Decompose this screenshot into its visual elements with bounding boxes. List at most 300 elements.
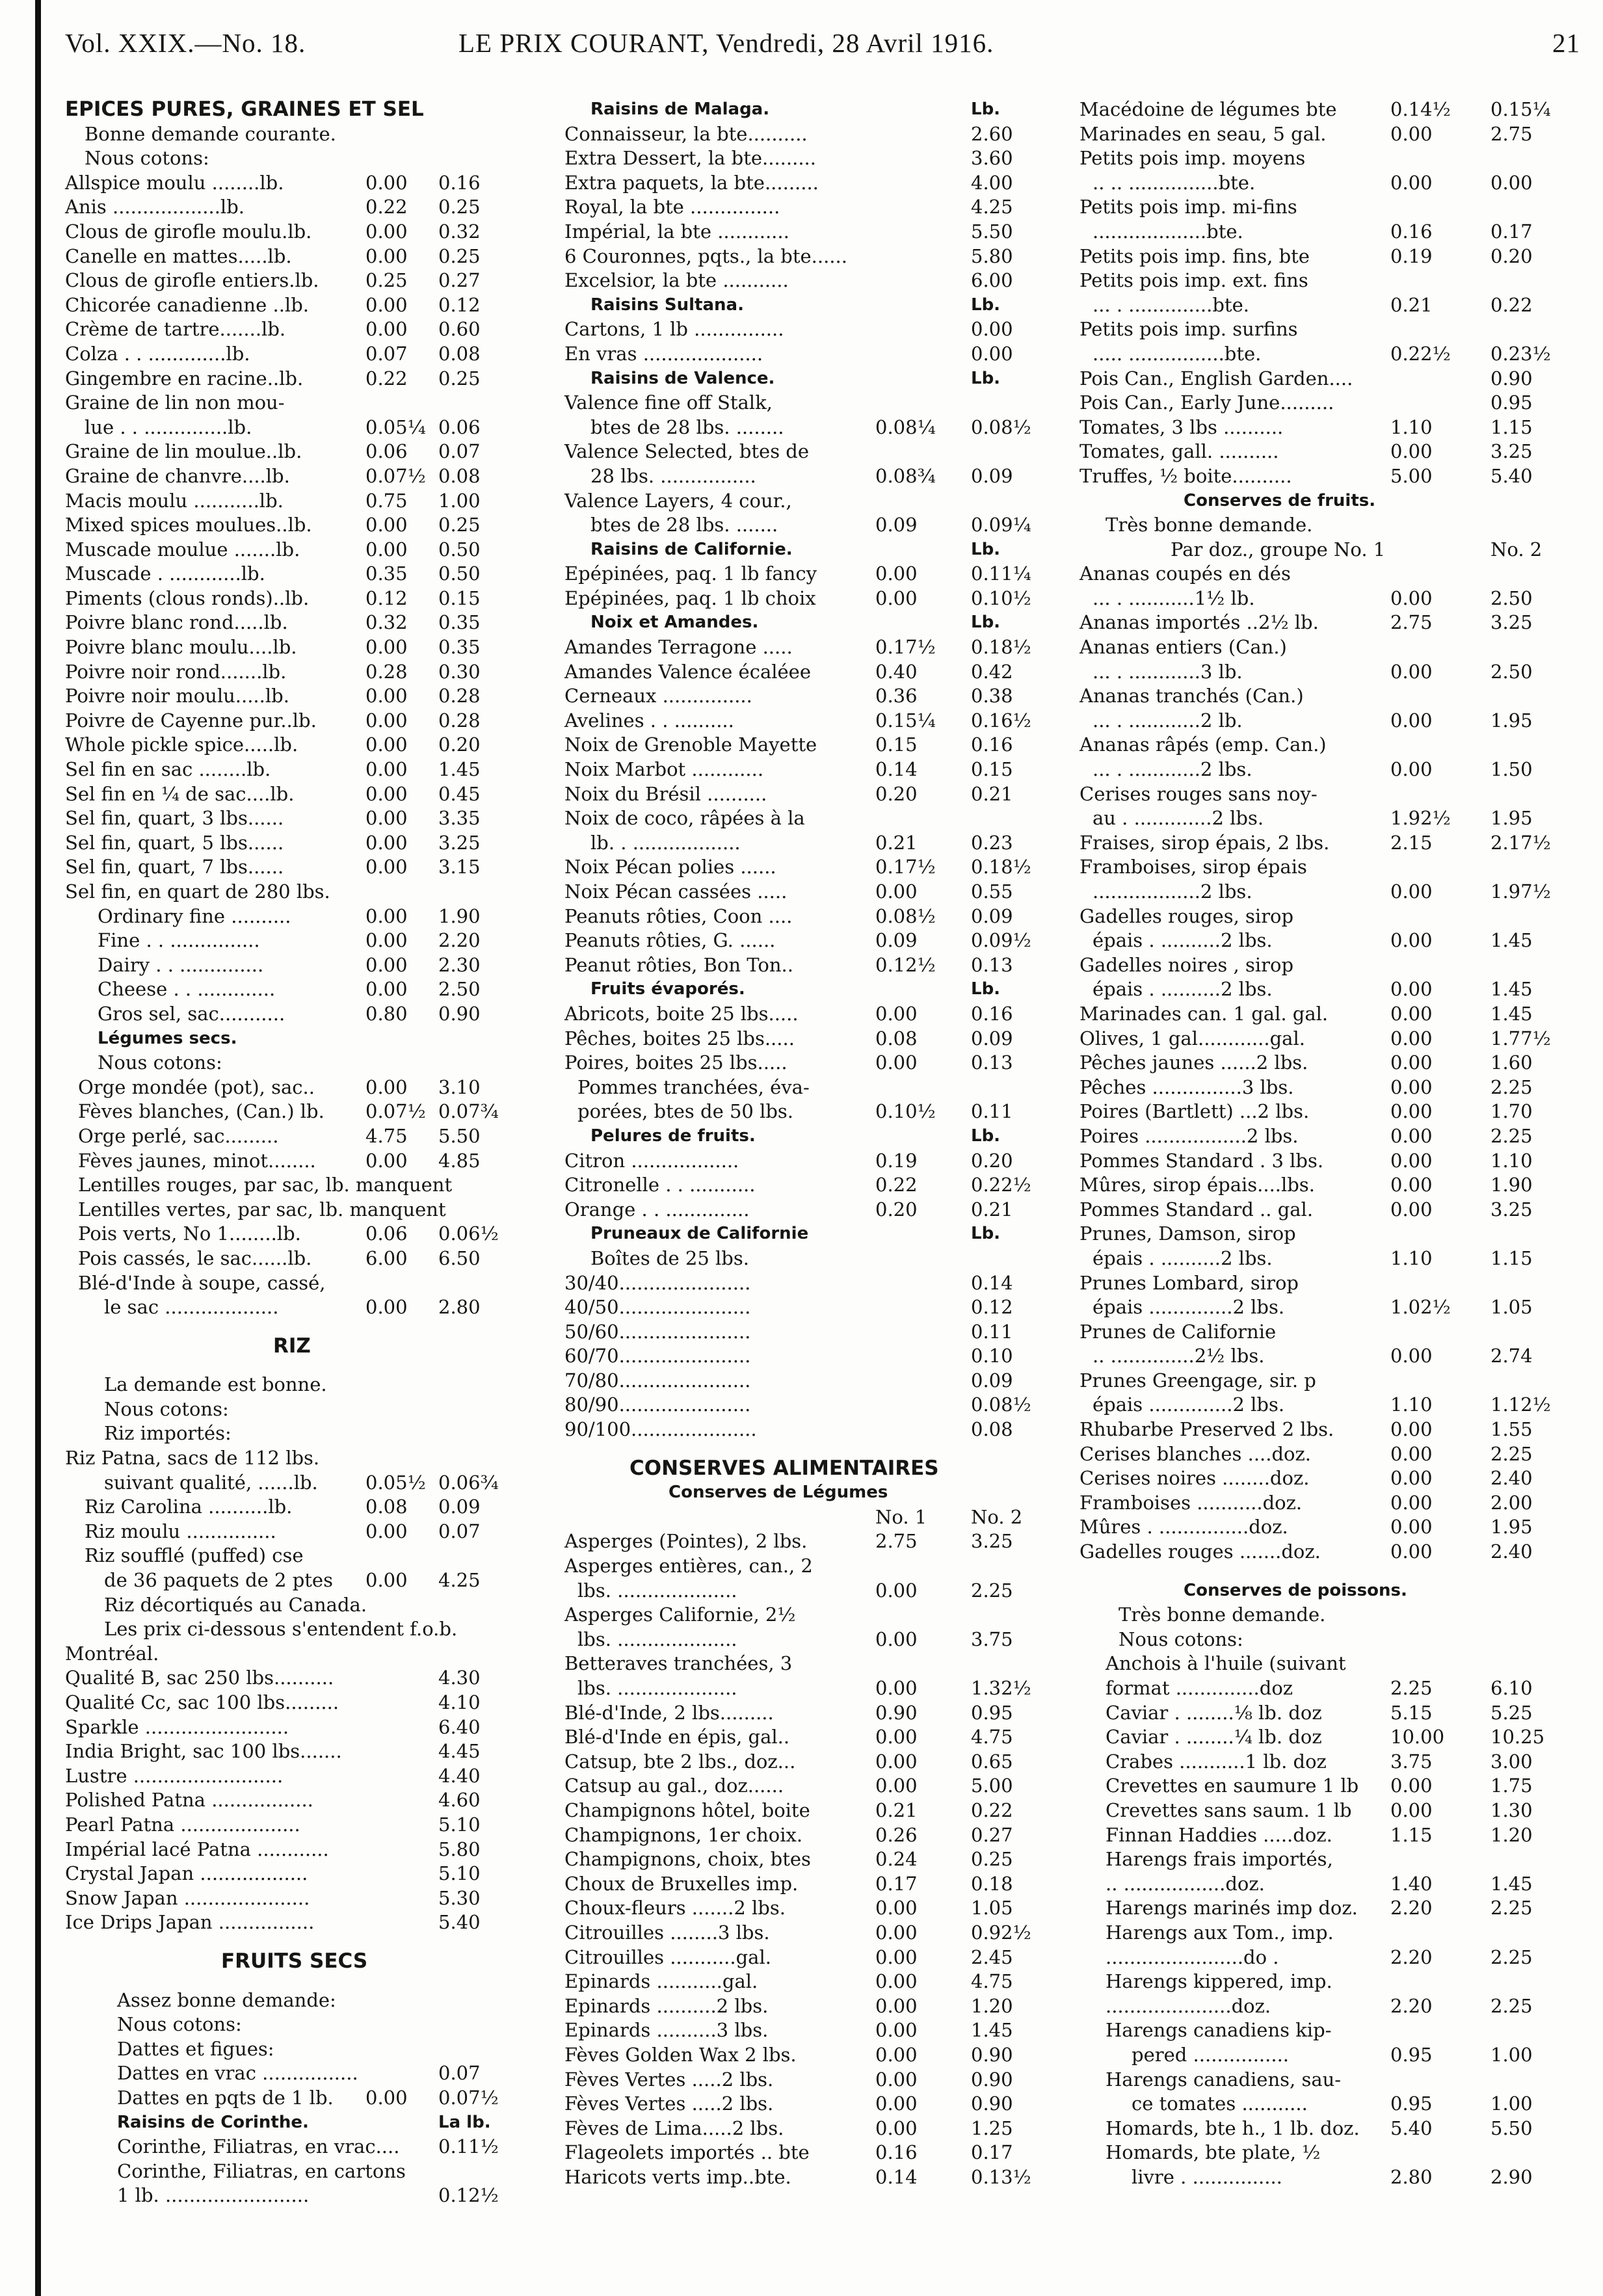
price-max: 0.28 <box>438 685 481 707</box>
price-max: 3.00 <box>1490 1750 1533 1773</box>
price-max: 1.45 <box>1490 929 1533 952</box>
item-label: Corinthe, Filiatras, en vrac.... <box>117 2135 400 2158</box>
price-max: 0.00 <box>1490 171 1533 194</box>
price-row <box>564 1823 1042 1848</box>
price-max: 2.25 <box>971 1579 1013 1602</box>
price-max: 0.50 <box>438 538 481 561</box>
price-row <box>1080 1774 1564 1799</box>
price-row <box>1080 1994 1564 2019</box>
price-min: 0.22 <box>365 196 408 218</box>
price-min: 0.36 <box>875 685 918 707</box>
item-label: Anchois à l'huile (suivant <box>1106 1652 1346 1675</box>
price-row <box>65 1198 507 1222</box>
price-max: 0.16½ <box>971 709 1031 732</box>
price-max: 0.18½ <box>971 636 1031 659</box>
item-label: Tomates, gall. .......... <box>1080 440 1279 463</box>
price-min: 0.00 <box>1390 122 1433 145</box>
item-label: Conserves de fruits. <box>1184 490 1376 510</box>
item-label: Petits pois imp. mi-fins <box>1080 196 1297 218</box>
price-min: 0.00 <box>365 1149 408 1172</box>
price-min: 0.24 <box>875 1848 918 1871</box>
item-label: Ice Drips Japan ................ <box>65 1911 315 1934</box>
price-row <box>564 660 1042 685</box>
price-row <box>564 1652 1042 1676</box>
price-min: 0.06 <box>365 440 408 463</box>
price-max: 1.97½ <box>1490 880 1551 903</box>
price-max: 4.25 <box>971 196 1013 218</box>
price-row <box>1080 1320 1564 1345</box>
price-max: 0.08½ <box>971 1393 1031 1416</box>
subsection-heading <box>564 293 1042 318</box>
subsection-heading <box>564 98 1042 122</box>
price-row <box>1080 1051 1564 1075</box>
price-min: 2.15 <box>1390 831 1433 854</box>
price-row <box>65 2061 507 2086</box>
section-heading <box>564 1457 1042 1481</box>
price-row <box>1080 1271 1564 1296</box>
price-row <box>65 1593 507 1618</box>
price-row <box>65 953 507 978</box>
price-max: 0.08 <box>971 1418 1013 1441</box>
item-label: Noix Pécan cassées ..... <box>564 880 788 903</box>
price-row <box>1080 1946 1564 1970</box>
price-max: 1.05 <box>1490 1296 1533 1319</box>
item-label: Pommes tranchées, éva- <box>577 1075 810 1098</box>
item-label: Noix Pécan polies ...... <box>564 856 776 878</box>
item-label: Crystal Japan .................. <box>65 1862 308 1885</box>
item-label: Riz Patna, sacs de 112 lbs. <box>65 1447 320 1470</box>
price-max: La lb. <box>438 2112 491 2132</box>
item-label: ...................bte. <box>1093 220 1243 243</box>
price-row <box>65 806 507 831</box>
price-min: 1.92½ <box>1390 807 1451 830</box>
price-max: 2.00 <box>1490 1491 1533 1514</box>
price-row <box>564 1872 1042 1897</box>
price-row <box>564 855 1042 880</box>
subsection-heading <box>65 1027 507 1051</box>
price-row <box>1080 416 1564 440</box>
price-row <box>65 880 507 904</box>
price-min: 0.00 <box>365 807 408 830</box>
price-min: 0.00 <box>1390 758 1433 781</box>
price-min: 0.00 <box>1390 1075 1433 1098</box>
price-min: 0.00 <box>365 514 408 536</box>
item-label: suivant qualité, ......lb. <box>104 1471 318 1494</box>
item-label: Whole pickle spice.....lb. <box>65 733 298 756</box>
price-row <box>564 2117 1042 2141</box>
price-min: 0.14 <box>875 758 918 781</box>
price-row <box>1080 244 1564 269</box>
item-label: Riz décortiqués au Canada. <box>104 1593 367 1616</box>
price-max: 0.14 <box>971 1271 1013 1294</box>
price-max: 1.10 <box>1490 1149 1533 1172</box>
price-max: 0.09 <box>971 904 1013 927</box>
price-max: 0.09 <box>971 1027 1013 1049</box>
price-row <box>564 1579 1042 1603</box>
price-row <box>1080 855 1564 880</box>
item-label: Blé-d'Inde en épis, gal.. <box>564 1726 790 1748</box>
price-row <box>65 367 507 391</box>
price-max: 0.13½ <box>971 2165 1031 2188</box>
item-label: Poivre noir moulu.....lb. <box>65 685 289 707</box>
item-label: Poivre de Cayenne pur..lb. <box>65 709 317 732</box>
subsection-heading <box>564 611 1042 635</box>
price-row <box>65 464 507 489</box>
item-label: Ananas coupés en dés <box>1080 562 1291 585</box>
price-max: 0.25 <box>438 244 481 267</box>
price-max: 4.30 <box>438 1667 481 1689</box>
item-label: India Bright, sac 100 lbs....... <box>65 1740 342 1763</box>
price-row <box>1080 1295 1564 1320</box>
item-label: Corinthe, Filiatras, en cartons <box>117 2159 406 2182</box>
price-max: 0.16 <box>438 171 481 194</box>
item-label: Extra Dessert, la bte......... <box>564 147 816 170</box>
price-max: 6.50 <box>438 1247 481 1269</box>
price-min: 0.08 <box>365 1496 408 1518</box>
price-min: 0.00 <box>1390 1418 1433 1441</box>
price-max: 3.25 <box>971 1530 1013 1553</box>
price-row <box>564 1603 1042 1628</box>
price-row <box>564 1529 1042 1554</box>
price-max: 5.80 <box>971 244 1013 267</box>
item-label: Cerises blanches ....doz. <box>1080 1442 1312 1465</box>
item-label: pered ................ <box>1132 2043 1290 2066</box>
price-row <box>1080 782 1564 807</box>
item-label: Fèves Golden Wax 2 lbs. <box>564 2043 797 2066</box>
item-label: au . .............2 lbs. <box>1093 807 1264 830</box>
price-row <box>1080 1701 1564 1726</box>
price-row <box>65 1862 507 1886</box>
item-label: Riz Carolina ..........lb. <box>85 1496 293 1518</box>
item-label: épais ..............2 lbs. <box>1093 1393 1285 1416</box>
price-row <box>564 1295 1042 1320</box>
price-max: 2.25 <box>1490 1075 1533 1098</box>
price-row <box>65 587 507 611</box>
price-row <box>564 489 1042 514</box>
price-max: 2.80 <box>438 1296 481 1319</box>
item-label: Citron .................. <box>564 1149 739 1172</box>
item-label: Gadelles rouges, sirop <box>1080 904 1294 927</box>
price-row <box>65 1788 507 1813</box>
item-label: Citrouilles ...........gal. <box>564 1946 771 1968</box>
price-row <box>65 146 507 171</box>
item-label: Conserves de Légumes <box>669 1483 888 1503</box>
section-heading <box>65 98 507 122</box>
price-min: 1.40 <box>1390 1872 1433 1895</box>
item-label: Ananas entiers (Can.) <box>1080 636 1287 659</box>
price-row <box>1080 391 1564 416</box>
item-label: 90/100..................... <box>564 1418 757 1441</box>
price-row <box>564 195 1042 220</box>
price-row <box>1080 1970 1564 1994</box>
price-max: 0.07 <box>438 2062 481 2085</box>
price-min: 0.00 <box>875 1002 918 1025</box>
price-column-3 <box>1080 98 1564 2189</box>
item-label: Pêches jaunes ......2 lbs. <box>1080 1051 1308 1074</box>
item-label: Cheese . . ............. <box>98 978 276 1001</box>
item-label: 1 lb. ........................ <box>117 2184 310 2207</box>
price-min: 0.00 <box>365 293 408 316</box>
price-min: 2.20 <box>1390 1946 1433 1968</box>
price-min: 0.00 <box>1390 1345 1433 1367</box>
price-min: 0.15 <box>875 733 918 756</box>
item-label: Fruits évaporés. <box>590 979 745 999</box>
item-label: .. .. ...............bte. <box>1093 171 1256 194</box>
item-label: Orge mondée (pot), sac.. <box>78 1075 315 1098</box>
price-row <box>65 1051 507 1075</box>
price-min: 0.00 <box>1390 1100 1433 1123</box>
price-min: 0.00 <box>1390 1799 1433 1821</box>
price-max: 1.50 <box>1490 758 1533 781</box>
item-label: ... . ...........1½ lb. <box>1093 587 1255 609</box>
price-min: 0.00 <box>1390 929 1433 952</box>
price-row <box>564 440 1042 464</box>
item-label: Gros sel, sac........... <box>98 1002 285 1025</box>
item-label: Extra paquets, la bte......... <box>564 171 819 194</box>
price-max: 0.20 <box>971 1149 1013 1172</box>
price-row <box>564 317 1042 342</box>
price-row <box>1080 611 1564 635</box>
price-max: 0.15¼ <box>1490 98 1551 120</box>
price-row <box>1080 464 1564 489</box>
price-row <box>564 1505 1042 1530</box>
price-min: 0.00 <box>875 1579 918 1602</box>
price-row <box>1080 269 1564 293</box>
item-label: Riz importés: <box>104 1422 232 1445</box>
price-row <box>564 1970 1042 1994</box>
price-row <box>65 513 507 538</box>
price-max: 4.85 <box>438 1149 481 1172</box>
item-label: Poivre noir rond.......lb. <box>65 660 287 683</box>
price-max: 1.45 <box>1490 1872 1533 1895</box>
item-label: Allspice moulu ........lb. <box>65 171 284 194</box>
price-min: 0.00 <box>875 2019 918 2042</box>
price-max: 0.90 <box>1490 367 1533 389</box>
item-label: Avelines . . .......... <box>564 709 734 732</box>
price-max: 3.15 <box>438 856 481 878</box>
price-row <box>564 1946 1042 1970</box>
price-row <box>1080 660 1564 685</box>
price-row <box>564 929 1042 953</box>
price-max: 5.10 <box>438 1862 481 1885</box>
item-label: Dairy . . .............. <box>98 953 264 976</box>
price-max: 0.38 <box>971 685 1013 707</box>
price-min: 0.17 <box>875 1872 918 1895</box>
price-row <box>564 953 1042 978</box>
price-row <box>65 1813 507 1838</box>
price-row <box>564 464 1042 489</box>
price-row <box>564 2018 1042 2043</box>
section-spacer <box>65 1320 507 1334</box>
subsection-heading <box>564 367 1042 391</box>
price-min: 1.15 <box>1390 1823 1433 1846</box>
price-row <box>564 416 1042 440</box>
price-row <box>564 1896 1042 1921</box>
price-max: 1.00 <box>1490 2043 1533 2066</box>
price-max: No. 2 <box>971 1505 1023 1528</box>
price-row <box>1080 709 1564 733</box>
item-label: 80/90...................... <box>564 1393 751 1416</box>
price-row <box>1080 367 1564 391</box>
price-max: 1.90 <box>1490 1174 1533 1196</box>
price-min: 0.00 <box>1390 1467 1433 1490</box>
price-min: 2.20 <box>1390 1994 1433 2017</box>
price-row <box>65 220 507 244</box>
price-row <box>564 1027 1042 1051</box>
price-max: 4.40 <box>438 1764 481 1787</box>
item-label: Poivre blanc rond.....lb. <box>65 611 288 634</box>
price-min: 0.00 <box>875 1750 918 1773</box>
item-label: Noix de Grenoble Mayette <box>564 733 817 756</box>
item-label: 60/70...................... <box>564 1345 751 1367</box>
price-row <box>1080 1344 1564 1369</box>
price-row <box>65 709 507 733</box>
item-label: Macis moulu ...........lb. <box>65 489 284 512</box>
price-row <box>1080 562 1564 587</box>
price-max: 2.25 <box>1490 1994 1533 2017</box>
price-row <box>1080 342 1564 367</box>
price-min: 0.00 <box>875 1775 918 1797</box>
subsection-heading <box>564 1481 1042 1505</box>
price-max: 0.21 <box>971 1198 1013 1221</box>
price-max: 1.15 <box>1490 416 1533 438</box>
price-max: Lb. <box>971 613 1001 633</box>
item-label: Choux-fleurs .......2 lbs. <box>564 1897 786 1920</box>
item-label: Macédoine de légumes bte <box>1080 98 1337 120</box>
price-max: 0.13 <box>971 953 1013 976</box>
price-min: 0.00 <box>365 782 408 805</box>
item-label: Harengs aux Tom., imp. <box>1106 1921 1334 1944</box>
price-row <box>564 1271 1042 1296</box>
item-label: Montréal. <box>65 1642 159 1665</box>
price-min: 0.00 <box>1390 660 1433 683</box>
item-label: Epinards ..........2 lbs. <box>564 1994 769 2017</box>
item-label: Prunes Lombard, sirop <box>1080 1271 1299 1294</box>
price-max: 2.50 <box>438 978 481 1001</box>
item-label: Sel fin en ¼ de sac....lb. <box>65 782 295 805</box>
price-row <box>65 171 507 196</box>
item-label: Sel fin, quart, 5 lbs...... <box>65 831 284 854</box>
item-label: Finnan Haddies .....doz. <box>1106 1823 1332 1846</box>
price-max: 0.12½ <box>438 2184 499 2207</box>
price-row <box>1080 1676 1564 1701</box>
price-max: 3.75 <box>971 1628 1013 1650</box>
item-label: Sel fin en sac ........lb. <box>65 758 271 781</box>
item-label: Sel fin, quart, 7 lbs...... <box>65 856 284 878</box>
price-min: 0.00 <box>1390 1442 1433 1465</box>
item-label: La demande est bonne. <box>104 1373 327 1396</box>
price-max: 2.25 <box>1490 1442 1533 1465</box>
item-label: Homards, bte plate, ½ <box>1106 2141 1321 2164</box>
price-min: 0.00 <box>365 171 408 194</box>
price-min: 0.16 <box>1390 220 1433 243</box>
price-max: 3.25 <box>1490 1198 1533 1221</box>
price-max: 0.08½ <box>971 416 1031 438</box>
price-min: 0.21 <box>1390 293 1433 316</box>
price-row <box>1080 1491 1564 1516</box>
price-row <box>65 660 507 685</box>
price-row <box>65 2012 507 2037</box>
item-label: .. .................doz. <box>1106 1872 1265 1895</box>
price-row <box>1080 146 1564 171</box>
price-min: 0.06 <box>365 1222 408 1245</box>
price-max: Lb. <box>971 99 1001 119</box>
price-max: 2.17½ <box>1490 831 1551 854</box>
section-spacer <box>564 1442 1042 1457</box>
price-max: 1.20 <box>971 1994 1013 2017</box>
item-label: Bonne demande courante. <box>85 122 336 145</box>
item-label: ... . ............3 lb. <box>1093 660 1243 683</box>
item-label: Poivre blanc moulu....lb. <box>65 636 297 659</box>
item-label: Crevettes en saumure 1 lb <box>1106 1775 1359 1797</box>
item-label: Raisins Sultana. <box>590 295 744 315</box>
price-row <box>1080 1847 1564 1872</box>
price-max: 0.25 <box>438 514 481 536</box>
item-label: Raisins de Californie. <box>590 539 793 559</box>
item-label: Peanuts rôties, G. ...... <box>564 929 776 952</box>
item-label: Valence Selected, btes de <box>564 440 810 463</box>
price-max: 0.17 <box>971 2141 1013 2164</box>
subsection-heading <box>564 977 1042 1002</box>
volume-number: Vol. XXIX.—No. 18. <box>65 28 306 58</box>
price-row <box>564 806 1042 831</box>
price-max: 1.60 <box>1490 1051 1533 1074</box>
price-min: 0.00 <box>875 587 918 609</box>
price-row <box>1080 1442 1564 1467</box>
price-max: 1.45 <box>1490 978 1533 1001</box>
price-min: 0.08¾ <box>875 464 936 487</box>
item-label: Catsup au gal., doz...... <box>564 1775 784 1797</box>
item-label: .......................do . <box>1106 1946 1279 1968</box>
item-label: Fèves Vertes .....2 lbs. <box>564 2092 774 2115</box>
price-row <box>564 1554 1042 1579</box>
item-label: Prunes, Damson, sirop <box>1080 1222 1296 1245</box>
price-min: 0.08½ <box>875 904 936 927</box>
item-label: Nous cotons: <box>1119 1628 1243 1650</box>
item-label: Framboises ...........doz. <box>1080 1491 1303 1514</box>
price-max: 0.12 <box>438 293 481 316</box>
price-max: 1.30 <box>1490 1799 1533 1821</box>
price-row <box>1080 1369 1564 1393</box>
section-spacer <box>65 1358 507 1373</box>
price-row <box>1080 1872 1564 1897</box>
item-label: CONSERVES ALIMENTAIRES <box>629 1456 939 1480</box>
price-max: 0.32 <box>438 220 481 243</box>
price-max: 6.40 <box>438 1715 481 1738</box>
price-max: 0.17 <box>1490 220 1533 243</box>
price-row <box>65 1471 507 1496</box>
price-max: 0.55 <box>971 880 1013 903</box>
price-min: 0.00 <box>365 1075 408 1098</box>
price-row <box>1080 2141 1564 2165</box>
item-label: Amandes Terragone ..... <box>564 636 793 659</box>
price-max: 0.23½ <box>1490 342 1551 365</box>
price-max: 0.92½ <box>971 1921 1031 1944</box>
price-row <box>65 195 507 220</box>
price-row <box>564 244 1042 269</box>
price-max: 1.45 <box>971 2019 1013 2042</box>
price-max: 0.90 <box>971 2043 1013 2066</box>
price-row <box>1080 1100 1564 1124</box>
newspaper-title: LE PRIX COURANT, Vendredi, 28 Avril 1916. <box>458 28 994 58</box>
section-spacer <box>65 1974 507 1988</box>
price-min: 0.00 <box>875 1897 918 1920</box>
page-number: 21 <box>1552 28 1580 58</box>
price-row <box>65 855 507 880</box>
price-row <box>1080 1515 1564 1540</box>
item-label: Orge perlé, sac......... <box>78 1124 279 1147</box>
price-min: 0.00 <box>1390 1002 1433 1025</box>
